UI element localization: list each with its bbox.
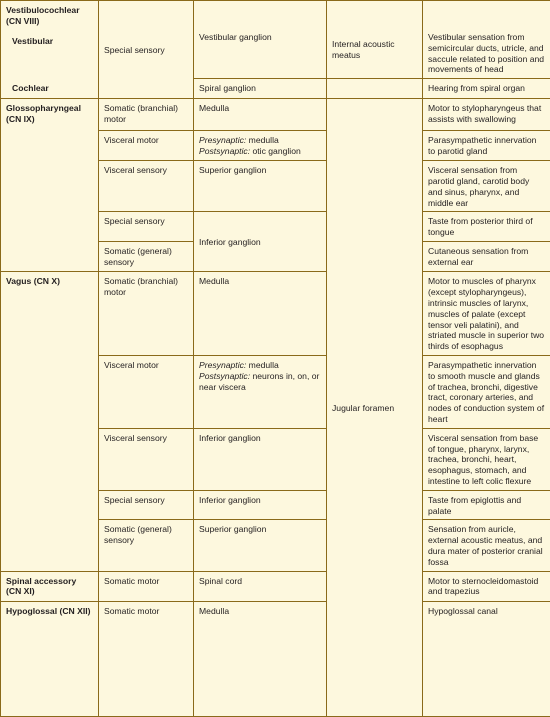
presynaptic-value: medulla <box>246 360 278 370</box>
nerve-name-cell: Glossopharyngeal (CN IX) <box>1 99 99 272</box>
cell-bodies-cell: Spiral ganglion <box>194 79 327 99</box>
table-row <box>1 571 550 601</box>
cochlear-sublabel: Cochlear <box>12 83 93 94</box>
distribution-cell: Parasympathetic innervation to smooth muscle and glands of trachea, bronchi, digestive tract, coronary arteries, and nodes of conduction system of heart <box>423 355 550 428</box>
fiber-type-cell: Special sensory <box>99 212 194 242</box>
distribution-cell: Visceral sensation from base of tongue, pharynx, larynx, trachea, bronchi, heart, esophagus, stomach, and intestine to left colic flexure <box>423 428 550 490</box>
distribution-cell: Cutaneous sensation from external ear <box>423 242 550 272</box>
vestibular-sublabel: Vestibular <box>12 36 93 47</box>
cell-bodies-cell: Vestibular ganglion <box>194 1 327 79</box>
cell-bodies-cell: Medulla <box>194 601 327 717</box>
cell-bodies-cell: Inferior ganglion <box>194 490 327 520</box>
cell-bodies-cell: Medulla <box>194 272 327 356</box>
fiber-type-cell: Somatic (general) sensory <box>99 520 194 571</box>
table-row <box>1 272 550 356</box>
fiber-type-cell: Somatic (general) sensory <box>99 242 194 272</box>
distribution-cell: Parasympathetic innervation to parotid gland <box>423 131 550 161</box>
distribution-cell: Motor to sternocleidomastoid and trapezius <box>423 571 550 601</box>
presynaptic-label: Presynaptic: <box>199 360 246 370</box>
distribution-cell: Taste from posterior third of tongue <box>423 212 550 242</box>
postsynaptic-value: neurons in, on, or near viscera <box>199 371 319 392</box>
postsynaptic-value: otic ganglion <box>250 146 301 156</box>
fiber-type-cell: Visceral motor <box>99 355 194 428</box>
cell-bodies-cell: Superior ganglion <box>194 161 327 212</box>
distribution-cell: Motor to muscles of pharynx (except stylopharyngeus), intrinsic muscles of larynx, muscles of palate (except tensor veli palatini), and striated muscle in superior two thirds of esophagus <box>423 272 550 356</box>
cell-bodies-cell: Inferior ganglion <box>194 212 327 272</box>
distribution-cell: Hearing from spiral organ <box>423 79 550 99</box>
fiber-type-cell: Visceral sensory <box>99 428 194 490</box>
distribution-cell: Visceral sensation from parotid gland, carotid body and sinus, pharynx, and middle ear <box>423 161 550 212</box>
distribution-cell: Sensation from auricle, external acoustic meatus, and dura mater of posterior cranial fossa <box>423 520 550 571</box>
nerve-name-cell: Hypoglossal (CN XII) <box>1 601 99 717</box>
fiber-type-cell: Somatic motor <box>99 601 194 717</box>
cell-bodies-cell: Spinal cord <box>194 571 327 601</box>
table-row <box>1 99 550 131</box>
fiber-type-cell: Somatic motor <box>99 571 194 601</box>
fiber-type-cell: Special sensory <box>99 490 194 520</box>
nerve-name-cell <box>1 1 99 99</box>
cell-bodies-cell <box>194 355 327 428</box>
cell-bodies-cell <box>194 131 327 161</box>
cell-bodies-cell: Medulla <box>194 99 327 131</box>
presynaptic-value: medulla <box>246 135 278 145</box>
postsynaptic-label: Postsynaptic: <box>199 146 250 156</box>
fiber-type-cell: Visceral sensory <box>99 161 194 212</box>
fiber-type-cell: Special sensory <box>99 1 194 99</box>
nerve-name: Vestibulocochlear (CN VIII) <box>6 5 93 27</box>
fiber-type-cell: Somatic (branchial) motor <box>99 99 194 131</box>
exit-cell: Jugular foramen <box>327 99 423 717</box>
fiber-type-cell: Visceral motor <box>99 131 194 161</box>
nerve-name-cell: Spinal accessory (CN XI) <box>1 571 99 601</box>
table-row <box>1 1 550 79</box>
exit-cell: Hypoglossal canal <box>423 601 550 717</box>
cell-bodies-cell: Inferior ganglion <box>194 428 327 490</box>
exit-cell-empty <box>327 79 423 99</box>
cell-bodies-cell: Superior ganglion <box>194 520 327 571</box>
table-row <box>1 601 550 717</box>
presynaptic-label: Presynaptic: <box>199 135 246 145</box>
fiber-type-cell: Somatic (branchial) motor <box>99 272 194 356</box>
distribution-cell: Taste from epiglottis and palate <box>423 490 550 520</box>
exit-cell: Internal acoustic meatus <box>327 1 423 79</box>
postsynaptic-label: Postsynaptic: <box>199 371 250 381</box>
nerve-name-cell: Vagus (CN X) <box>1 272 99 571</box>
distribution-cell: Motor to stylopharyngeus that assists with swallowing <box>423 99 550 131</box>
distribution-cell: Vestibular sensation from semicircular ducts, utricle, and saccule related to position and movements of head <box>423 1 550 79</box>
